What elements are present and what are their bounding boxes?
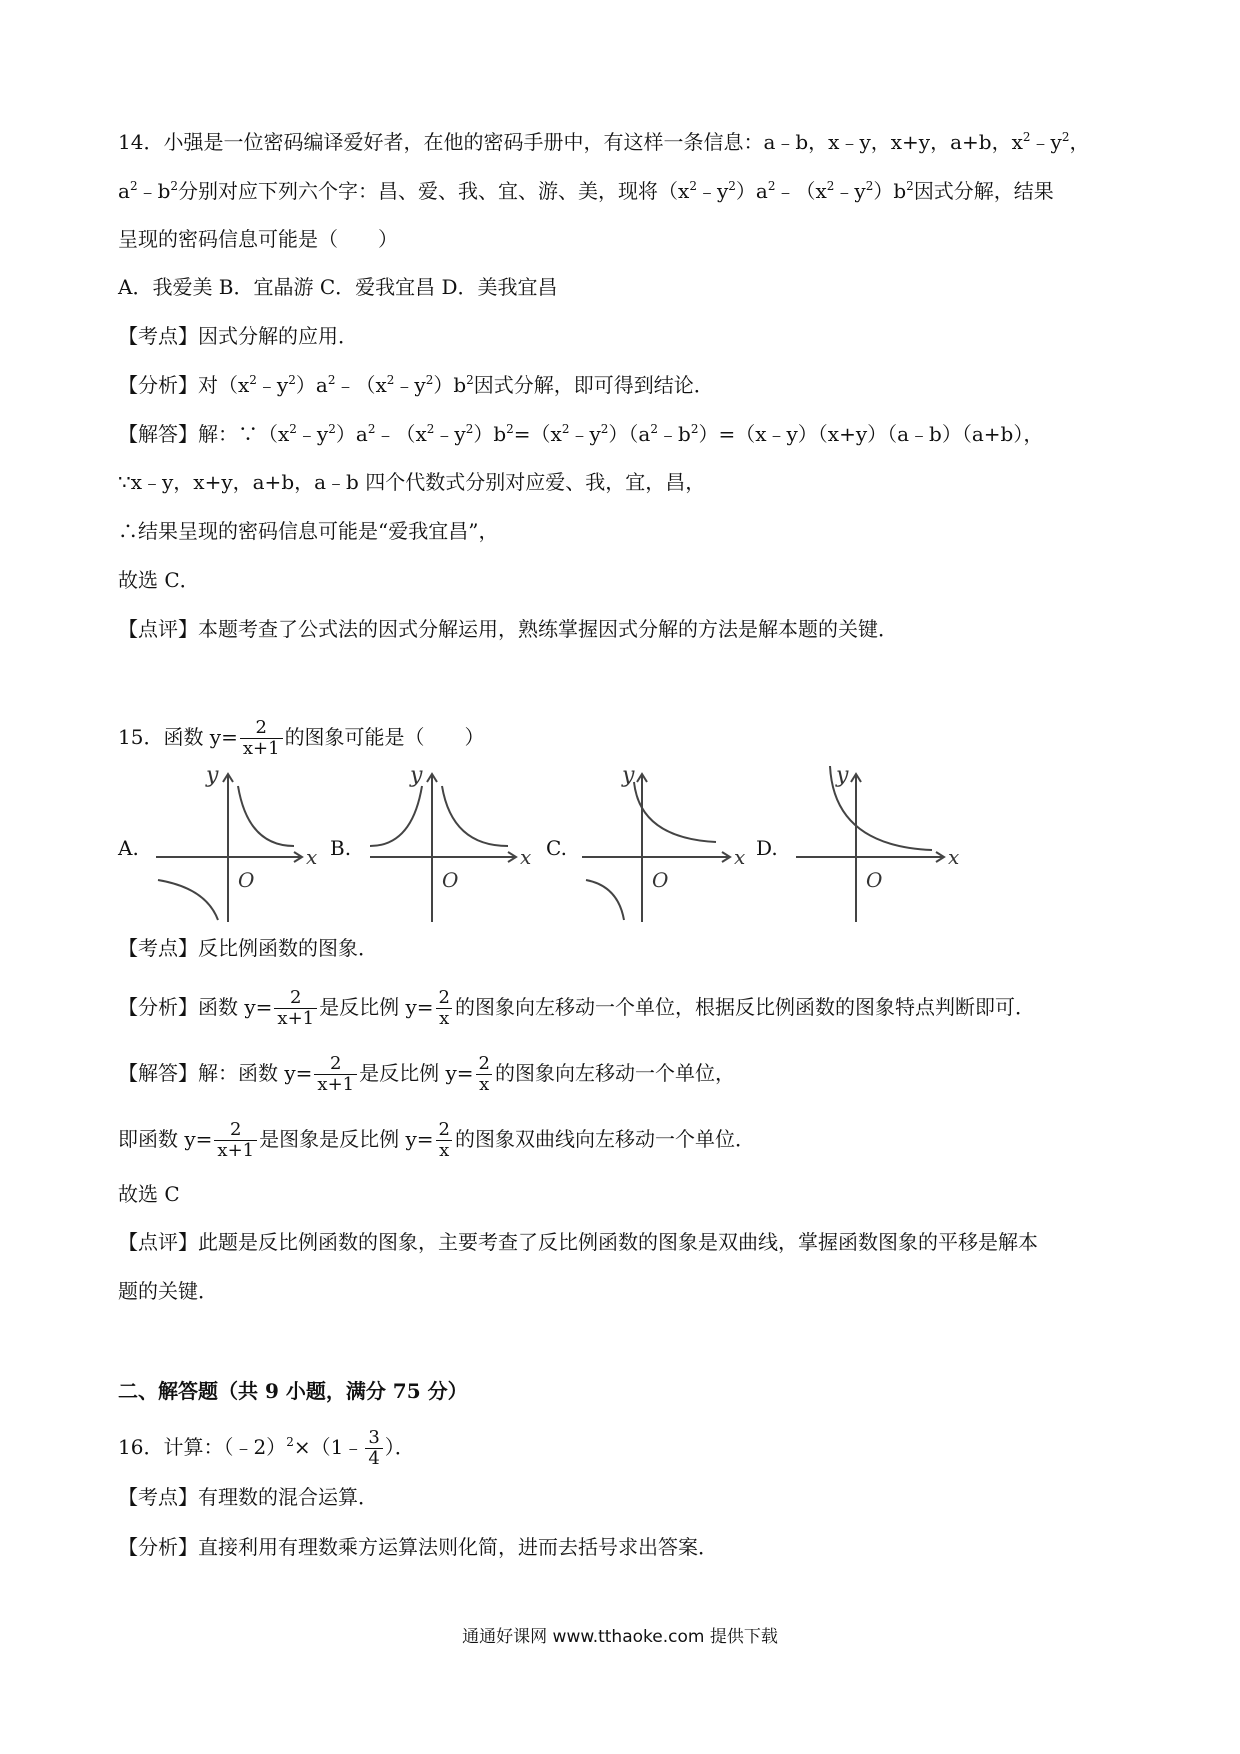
q15-stem: 15．函数 y= $\frac{2}{x+1}$ 的图象可能是（ ） <box>118 717 485 759</box>
option-a-graph <box>150 762 320 924</box>
q15-dianping-1: 【点评】此题是反比例函数的图象，主要考查了反比例函数的图象是双曲线，掌握函数图象的平移是解本 <box>118 1230 1038 1254</box>
q16-stem: 16．计算：（﹣2）$^2$×（1﹣ $\frac{3}{4}$ ）． <box>118 1427 415 1469</box>
q14-kaodian: 【考点】因式分解的应用． <box>118 324 358 348</box>
axis-x-label: x <box>948 845 960 869</box>
q15-dianping-2: 题的关键． <box>118 1279 218 1303</box>
axis-y-label: y <box>410 763 423 788</box>
option-c-label: C. <box>546 836 567 860</box>
q16-kaodian: 【考点】有理数的混合运算． <box>118 1485 378 1509</box>
section-title: 二、解答题（共 9 小题，满分 75 分） <box>118 1379 468 1403</box>
q14-choose: 故选 C． <box>118 568 200 592</box>
axis-y-label: y <box>836 763 849 788</box>
axis-y-label: y <box>206 763 219 788</box>
q14-line-3: 呈现的密码信息可能是（ ） <box>118 227 398 251</box>
q15-choose: 故选 C <box>118 1182 180 1206</box>
axis-x-label: x <box>734 845 746 869</box>
q16-fenxi: 【分析】直接利用有理数乘方运算法则化简，进而去括号求出答案． <box>118 1535 718 1559</box>
q14-because: ∵x﹣y，x+y，a+b，a﹣b 四个代数式分别对应爱、我，宜，昌， <box>118 470 706 494</box>
axis-x-label: x <box>520 845 532 869</box>
axis-y-label: y <box>622 763 635 788</box>
axis-x-label: x <box>306 845 318 869</box>
q14-fenxi: 【分析】对$(x^2﹣y^2)a^2﹣(x^2﹣y^2)b^2$因式分解，即可得到结论． <box>118 373 714 397</box>
origin-label: O <box>442 868 459 892</box>
origin-label: O <box>238 868 255 892</box>
option-a-label: A. <box>118 836 139 860</box>
option-c-graph <box>578 762 748 924</box>
q14-jieda: 【解答】解：$\because(x^2﹣y^2)a^2﹣(x^2﹣y^2)b^2=(x^2﹣y^2)(a^2﹣b^2)=(x﹣y)(x+y)(a﹣b)(a+b)$， <box>118 422 1044 446</box>
q14-options: A．我爱美 B．宜晶游 C．爱我宜昌 D．美我宜昌 <box>118 275 558 299</box>
origin-label: O <box>652 868 669 892</box>
q15-kaodian: 【考点】反比例函数的图象． <box>118 936 378 960</box>
origin-label: O <box>866 868 883 892</box>
q14-line-1: 14．小强是一位密码编译爱好者，在他的密码手册中，有这样一条信息：a﹣b，x﹣y，x+y，a+b，$x^2﹣y^2$， <box>118 130 1090 154</box>
option-b-graph <box>364 762 534 924</box>
option-b-label: B. <box>330 836 352 860</box>
q15-jieda: 【解答】解：函数 y= $\frac{2}{x+1}$ 是反比例 y= $\frac{2}{x}$ 的图象向左移动一个单位， <box>118 1053 735 1095</box>
q14-line-2: $a^2﹣b^2$分别对应下列六个字：昌、爱、我、宜、游、美，现将$(x^2﹣y^2)a^2﹣(x^2﹣y^2)b^2$因式分解，结果 <box>118 179 1054 203</box>
option-d-label: D. <box>756 836 778 860</box>
q14-dianping: 【点评】本题考查了公式法的因式分解运用，熟练掌握因式分解的方法是解本题的关键． <box>118 617 898 641</box>
q15-fenxi: 【分析】函数 y= $\frac{2}{x+1}$ 是反比例 y= $\frac{2}{x}$ 的图象向左移动一个单位，根据反比例函数的图象特点判断即可． <box>118 987 1035 1029</box>
q15-ji: 即函数 y= $\frac{2}{x+1}$ 是图象是反比例 y= $\frac{2}{x}$ 的图象双曲线向左移动一个单位． <box>118 1119 755 1161</box>
footer-text: 通通好课网 www.tthaoke.com 提供下载 <box>462 1627 778 1647</box>
q14-therefore: ∴结果呈现的密码信息可能是“爱我宜昌”， <box>118 519 499 543</box>
option-d-graph <box>792 762 962 924</box>
